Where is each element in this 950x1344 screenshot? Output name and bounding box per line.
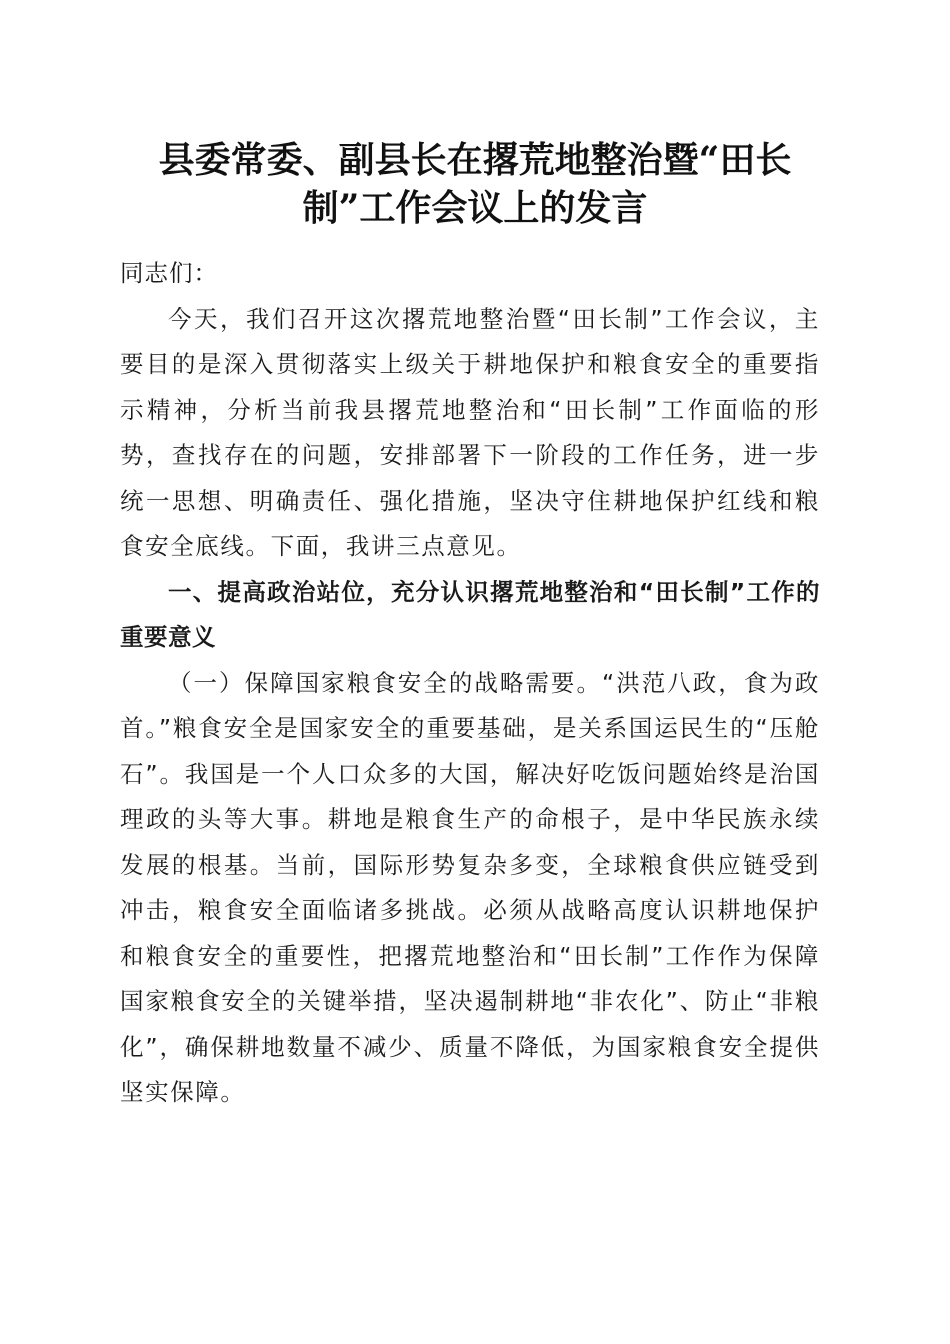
intro-paragraph: 今天，我们召开这次撂荒地整治暨“田长制”工作会议，主要目的是深入贯彻落实上级关于耕地保护和粮食安全的重要指示精神，分析当前我县撂荒地整治和“田长制”工作面临的形势，查找存在的问题，安排部署下一阶段的工作任务，进一步统一思想、明确责任、强化措施，坚决守住耕地保护红线和粮食安全底线。下面，我讲三点意见。 [120, 304, 820, 560]
section-heading-1: 一、提高政治站位，充分认识撂荒地整治和“田长制”工作的重要意义 [120, 577, 820, 651]
document-body [120, 251, 820, 1116]
greeting: 同志们： [120, 259, 218, 287]
document-title: 县委常委、副县长在撂荒地整治暨“田长制”工作会议上的发言 [158, 139, 792, 229]
section1-paragraph-1: （一）保障国家粮食安全的战略需要。“洪范八政，食为政首。”粮食安全是国家安全的重要基础，是关系国运民生的“压舱石”。我国是一个人口众多的大国，解决好吃饭问题始终是治国理政的头等大事。耕地是粮食生产的命根子，是中华民族永续发展的根基。当前，国际形势复杂多变，全球粮食供应链受到冲击，粮食安全面临诸多挑战。必须从战略高度认识耕地保护和粮食安全的重要性，把撂荒地整治和“田长制”工作作为保障国家粮食安全的关键举措，坚决遏制耕地“非农化”、防止“非粮化”，确保耕地数量不减少、质量不降低，为国家粮食安全提供坚实保障。 [120, 668, 820, 1106]
